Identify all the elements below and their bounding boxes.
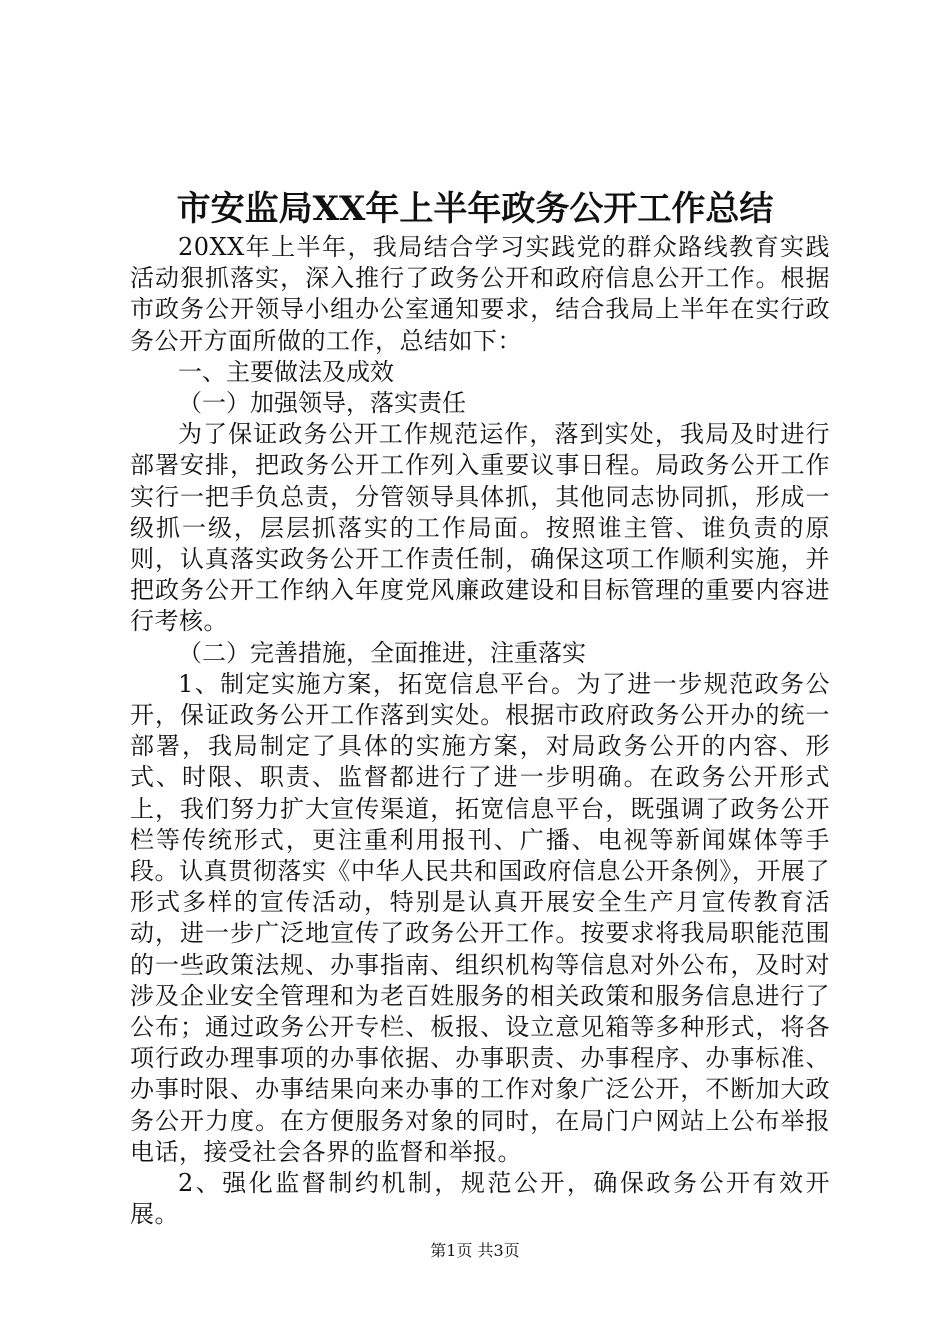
leadership-paragraph: 为了保证政务公开工作规范运作，落到实处，我局及时进行部署安排，把政务公开工作列入重要议事日程。局政务公开工作实行一把手负总责，分管领导具体抓，其他同志协同抓，形成一级抓一级，层层抓落实的工作局面。按照谁主管、谁负责的原则，认真落实政务公开工作责任制，确保这项工作顺利实施，并把政务公开工作纳入年度党风廉政建设和目标管理的重要内容进行考核。 [130, 420, 830, 636]
measures-paragraph-2: 2、强化监督制约机制，规范公开，确保政务公开有效开展。 [130, 1169, 830, 1229]
subsection-heading-measures: （二）完善措施，全面推进，注重落实 [178, 638, 586, 667]
intro-paragraph: 20XX年上半年，我局结合学习实践党的群众路线教育实践活动狠抓落实，深入推行了政务公开和政府信息公开工作。根据市政务公开领导小组办公室通知要求，结合我局上半年在实行政务公开方面所做的工作，总结如下： [130, 233, 830, 355]
measures-paragraph-1: 1、制定实施方案，拓宽信息平台。为了进一步规范政务公开，保证政务公开工作落到实处。根据市政府政务公开办的统一部署，我局制定了具体的实施方案，对局政务公开的内容、形式、时限、职责、监督都进行了进一步明确。在政务公开形式上，我们努力扩大宣传渠道，拓宽信息平台，既强调了政务公开栏等传统形式，更注重利用报刊、广播、电视等新闻媒体等手段。认真贯彻落实《中华人民共和国政府信息公开条例》，开展了形式多样的宣传活动，特别是认真开展安全生产月宣传教育活动，进一步广泛地宣传了政务公开工作。按要求将我局职能范围的一些政策法规、办事指南、组织机构等信息对外公布，及时对涉及企业安全管理和为老百姓服务的相关政策和服务信息进行了公布；通过政务公开专栏、板报、设立意见箱等多种形式，将各项行政办理事项的办事依据、办事职责、办事程序、办事标准、办事时限、办事结果向来办事的工作对象广泛公开，不断加大政务公开力度。在方便服务对象的同时，在局门户网站上公布举报电话，接受社会各界的监督和举报。 [130, 669, 830, 1166]
document-body [130, 232, 830, 1231]
document-title: 市安监局XX年上半年政务公开工作总结 [176, 189, 774, 229]
section-heading-main: 一、主要做法及成效 [178, 357, 394, 386]
subsection-heading-leadership: （一）加强领导，落实责任 [178, 389, 466, 418]
page-footer: 第1页 共3页 [430, 1241, 520, 1260]
